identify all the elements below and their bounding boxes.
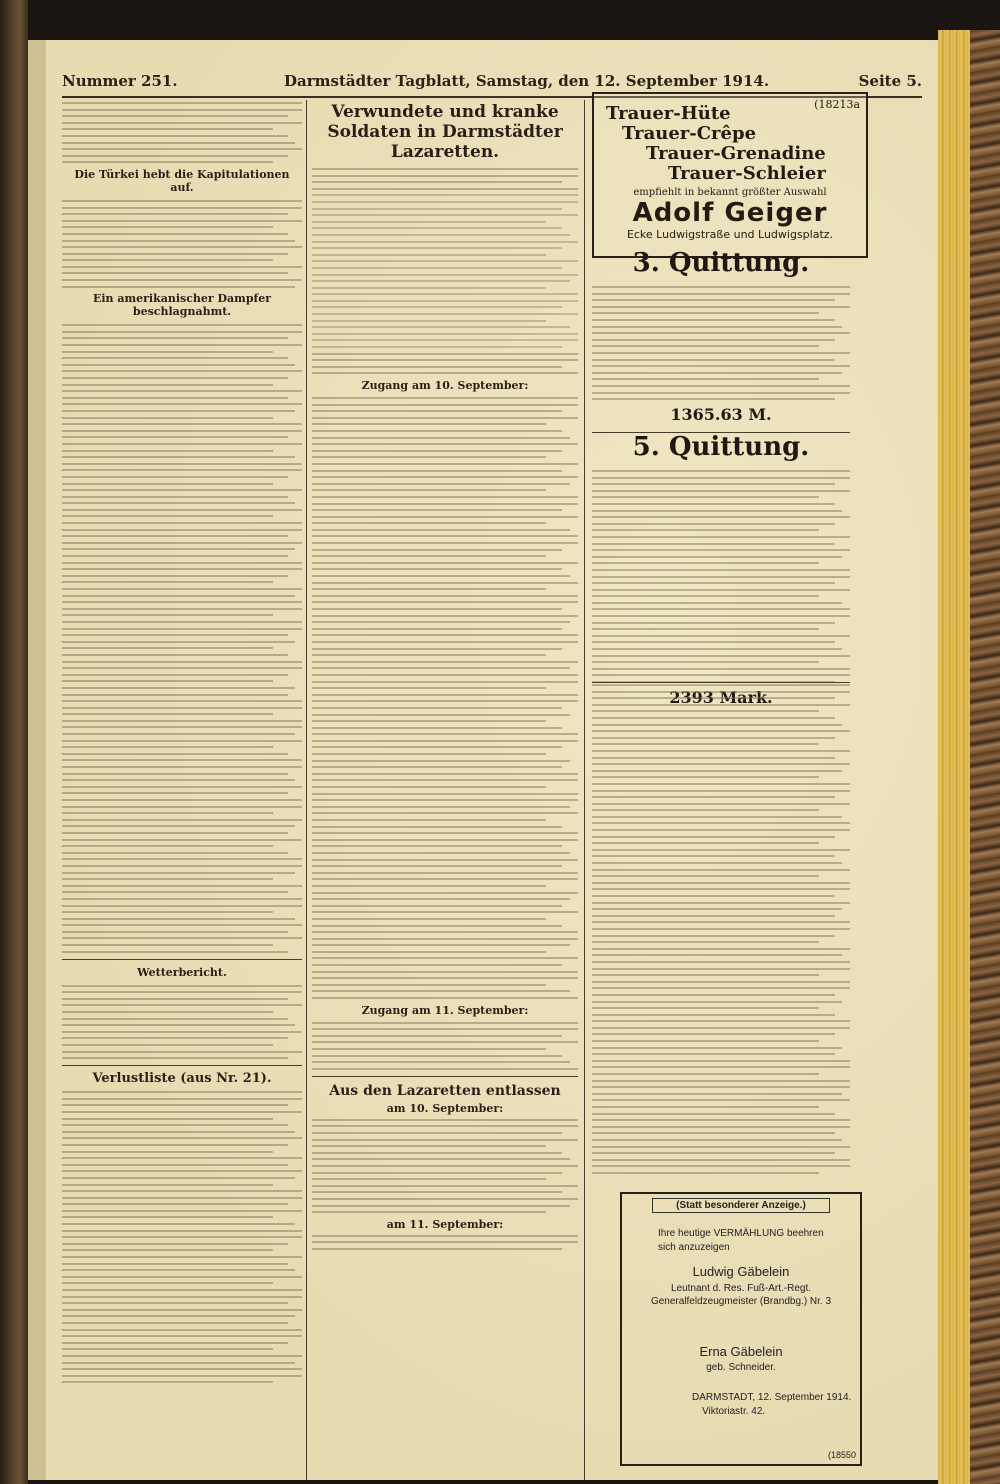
donation-text [592,684,850,1174]
headline-dampfer: Ein amerikanischer Dampfer beschlagnahmt. [92,292,272,319]
ad-subtitle: empfiehlt in bekannt größter Auswahl [633,187,827,198]
receipt-text [592,286,850,400]
subheading-date: am 10. September: [386,1101,504,1115]
intro-text [312,168,578,190]
bride-name: Erna Gäbelein [699,1344,783,1359]
bride-maiden-name: geb. Schneider. [706,1362,776,1373]
rule [62,959,302,960]
weather-text [62,985,302,1060]
page-edges [938,30,1000,1484]
donation-list [592,684,850,1179]
rule [312,1076,578,1077]
ad-address: Ecke Ludwigstraße und Ludwigsplatz. [626,228,834,241]
rule [62,1065,302,1066]
ad-line: Trauer-Grenadine [646,143,826,164]
previous-page-edge [28,40,46,1480]
headline-entlassen: Aus den Lazaretten entlassen [329,1082,561,1099]
ad-reference: (18213a [814,98,860,111]
page-header [62,72,922,94]
subheading-date: am 11. September: [386,1217,504,1231]
marbled-cover [970,30,1000,1484]
ad-company-name: Adolf Geiger [632,198,828,228]
receipt-total: 2393 Mark. [669,687,773,707]
soldier-list [312,397,578,999]
soldier-list [312,1022,578,1070]
headline-tuerkei: Die Türkei hebt die Kapitulationen auf. [74,167,290,194]
announcement-address: Viktoriastr. 42. [702,1406,766,1417]
discharged-list [312,1235,578,1250]
column-left [62,102,302,1388]
ad-line: Trauer-Crêpe [622,123,757,144]
announcement-line: Ihre heutige VERMÄHLUNG beehren [658,1228,824,1239]
ad-line: Trauer-Schleier [668,163,826,184]
subheading-zugang: Zugang am 11. September: [361,1003,529,1017]
column-separator [306,100,307,1480]
discharged-list [312,1119,578,1213]
wedding-announcement [620,1192,862,1466]
announcement-date: DARMSTADT, 12. September 1914. [692,1392,852,1403]
casualty-list-text [62,1091,302,1383]
paper-dateline: Darmstädter Tagblatt, Samstag, den 12. September 1914. [284,72,770,90]
receipt-text [592,470,850,683]
headline-wetterbericht: Wetterbericht. [137,965,227,979]
groom-title: Leutnant d. Res. Fuß-Art.-Regt. Generalfeldzeugmeister (Brandbg.) Nr. 3 [650,1283,832,1307]
article-text [62,200,302,288]
receipt-5 [592,432,850,707]
receipt-3 [592,248,850,424]
page-number: Seite 5. [858,72,922,90]
receipt-title: 5. Quittung. [632,432,810,462]
groom-name: Ludwig Gäbelein [692,1264,790,1279]
rule [592,682,850,683]
mourning-advertisement [592,92,868,258]
subheading-zugang: Zugang am 10. September: [361,379,529,392]
headline-verwundete: Verwundete und kranke Soldaten in Darmstädter Lazaretten. [327,102,563,162]
intro-text [312,353,578,375]
announcement-line: sich anzuzeigen [658,1242,730,1253]
announcement-heading: (Statt besonderer Anzeige.) [652,1198,830,1213]
hospital-key [312,194,578,348]
receipt-total: 1365.63 M. [670,404,772,424]
book-spine [0,0,28,1484]
ad-line: Trauer-Hüte [606,103,731,124]
headline-verlustliste: Verlustliste (aus Nr. 21). [92,1071,272,1087]
column-separator [584,100,585,1480]
article-text [62,324,302,952]
ad-reference: (18550 [827,1450,856,1460]
article-text [62,102,302,163]
issue-number: Nummer 251. [62,72,178,90]
column-middle [312,102,578,1254]
receipt-title: 3. Quittung. [632,248,810,278]
